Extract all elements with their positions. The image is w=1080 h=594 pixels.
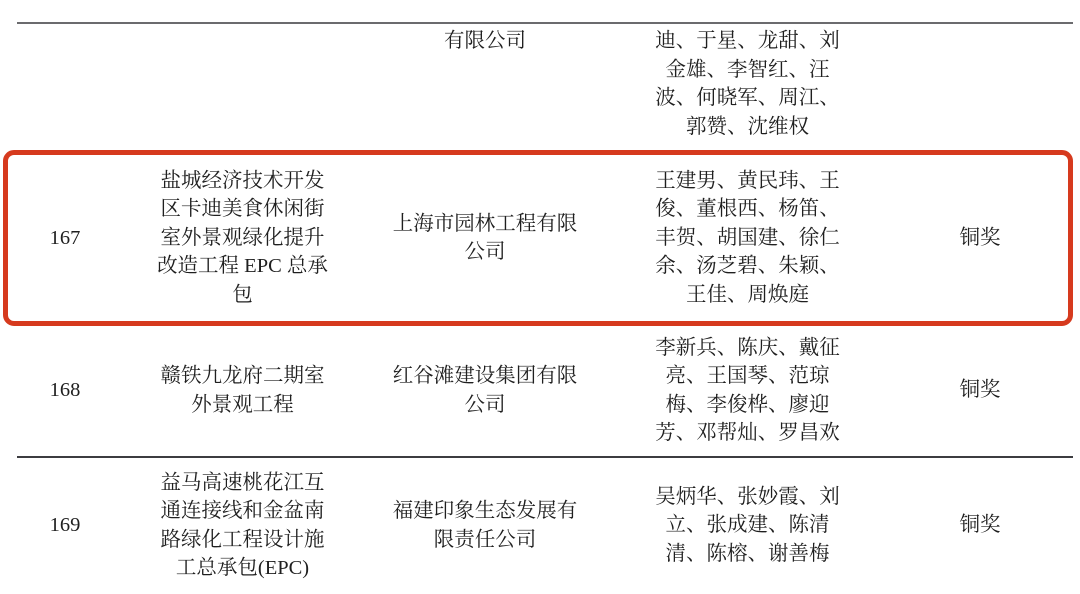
row-number: 168 — [49, 379, 81, 402]
table-row-169 — [0, 456, 1080, 594]
table-row-168 — [0, 325, 1080, 456]
personnel-cell — [615, 27, 880, 141]
award-cell — [880, 376, 1080, 405]
company-name: 有限公司 — [444, 30, 526, 52]
personnel-cell — [615, 167, 880, 310]
project-name-cell — [130, 469, 355, 583]
personnel-names: 王建男、黄民玮、王俊、董根西、杨笛、丰贺、胡国建、徐仁余、汤芝碧、朱颖、王佳、周焕庭 — [655, 169, 840, 306]
project-name: 益马高速桃花江互通连接线和金盆南路绿化工程设计施工总承包(EPC) — [160, 471, 325, 579]
row-number-cell — [0, 224, 130, 253]
company-name: 红谷滩建设集团有限公司 — [392, 365, 578, 416]
company-cell — [355, 497, 615, 554]
personnel-cell — [615, 334, 880, 448]
table-row-partial — [0, 23, 1080, 151]
awards-table — [0, 23, 1080, 594]
award-label: 铜奖 — [959, 514, 1001, 537]
row-number-cell — [0, 511, 130, 540]
row-number: 167 — [49, 226, 81, 249]
company-cell — [355, 362, 615, 419]
project-name: 盐城经济技术开发区卡迪美食休闲街室外景观绿化提升改造工程 EPC 总承包 — [157, 169, 328, 306]
project-name-cell — [130, 167, 355, 310]
personnel-names: 迪、于星、龙甜、刘金雄、李智红、汪波、何晓军、周江、郭赞、沈维权 — [655, 30, 840, 138]
award-label: 铜奖 — [959, 379, 1001, 402]
company-cell — [355, 210, 615, 267]
company-name: 上海市园林工程有限公司 — [392, 212, 578, 263]
table-row-167 — [0, 151, 1080, 325]
award-label: 铜奖 — [959, 226, 1001, 249]
personnel-names: 李新兵、陈庆、戴征亮、王国琴、范琼梅、李俊桦、廖迎芳、邓帮灿、罗昌欢 — [655, 336, 840, 444]
company-name: 福建印象生态发展有限责任公司 — [392, 500, 578, 551]
project-name-cell — [130, 362, 355, 419]
personnel-cell — [615, 483, 880, 569]
row-divider-rule — [17, 456, 1073, 458]
row-number-cell — [0, 376, 130, 405]
award-cell — [880, 511, 1080, 540]
personnel-names: 吴炳华、张妙霞、刘立、张成建、陈清清、陈榕、谢善梅 — [655, 485, 840, 565]
project-name: 赣铁九龙府二期室外景观工程 — [160, 365, 325, 416]
award-cell — [880, 224, 1080, 253]
row-number: 169 — [49, 514, 81, 537]
company-cell — [355, 27, 615, 56]
